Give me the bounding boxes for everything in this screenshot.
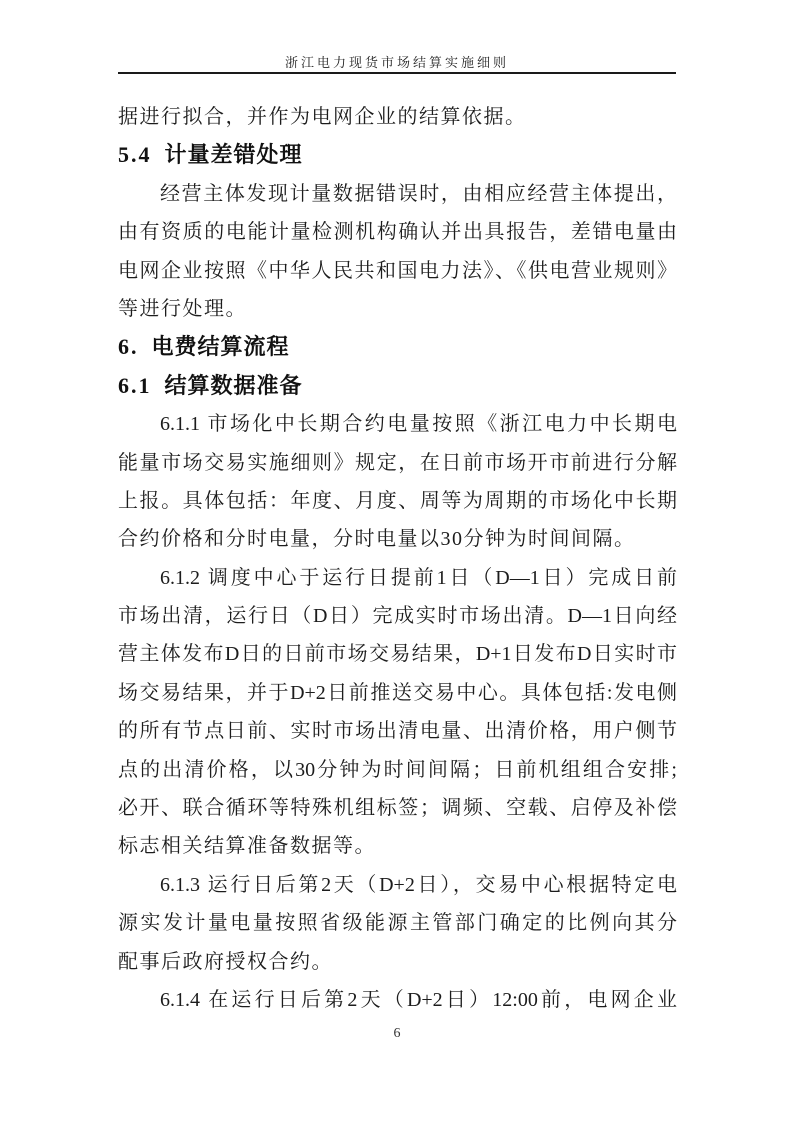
heading-title: 结算数据准备 xyxy=(164,372,303,398)
heading-title: 计量差错处理 xyxy=(164,142,303,168)
heading-5-4 xyxy=(118,136,677,174)
header-rule xyxy=(118,72,676,74)
body-line: 上报。具体包括：年度、月度、周等为周期的市场化中长期 xyxy=(118,489,677,512)
body-line: 营主体发布D日的日前市场交易结果，D+1日发布D日实时市 xyxy=(118,643,677,666)
body-line: 必开、联合循环等特殊机组标签；调频、空载、启停及补偿 xyxy=(118,797,677,820)
body-line: 的所有节点日前、实时市场出清电量、出清价格，用户侧节 xyxy=(118,720,677,743)
heading-6-1 xyxy=(118,367,677,405)
heading-number: 6.1 xyxy=(118,372,152,398)
body-line: 点的出清价格，以30分钟为时间间隔；日前机组组合安排; xyxy=(118,758,677,781)
heading-title: 电费结算流程 xyxy=(151,334,290,360)
body-line: 场交易结果，并于D+2日前推送交易中心。具体包括:发电侧 xyxy=(118,681,677,704)
page-footer xyxy=(0,1026,794,1042)
page-number: 6 xyxy=(393,1026,401,1041)
body-line: 6.1.1 市场化中长期合约电量按照《浙江电力中长期电 xyxy=(160,413,677,436)
body-line: 源实发计量电量按照省级能源主管部门确定的比例向其分 xyxy=(118,912,677,935)
heading-number: 5.4 xyxy=(118,142,152,168)
body-line: 等进行处理。 xyxy=(118,297,247,320)
body-line: 由有资质的电能计量检测机构确认并出具报告，差错电量由 xyxy=(118,221,677,244)
page-header-title: 浙江电力现货市场结算实施细则 xyxy=(284,55,509,70)
body-line: 市场出清，运行日（D日）完成实时市场出清。D—1日向经 xyxy=(118,605,677,628)
heading-6 xyxy=(118,328,677,366)
body-line: 合约价格和分时电量，分时电量以30分钟为时间间隔。 xyxy=(118,528,636,551)
heading-number: 6. xyxy=(118,334,139,360)
body-line: 经营主体发现计量数据错误时，由相应经营主体提出， xyxy=(160,182,677,205)
body-line: 配事后政府授权合约。 xyxy=(118,950,333,973)
body-line: 6.1.4 在运行日后第2天（D+2日）12:00前，电网企业 xyxy=(160,988,677,1011)
body-line: 据进行拟合，并作为电网企业的结算依据。 xyxy=(118,106,527,128)
document-body xyxy=(118,98,677,1019)
body-line: 6.1.3 运行日后第2天（D+2日），交易中心根据特定电 xyxy=(160,873,677,896)
body-line: 6.1.2 调度中心于运行日提前1日（D—1日）完成日前 xyxy=(160,566,677,589)
body-line: 标志相关结算准备数据等。 xyxy=(118,835,376,858)
body-line: 能量市场交易实施细则》规定，在日前市场开市前进行分解 xyxy=(118,451,677,474)
body-line: 电网企业按照《中华人民共和国电力法》、《供电营业规则》 xyxy=(118,259,677,282)
